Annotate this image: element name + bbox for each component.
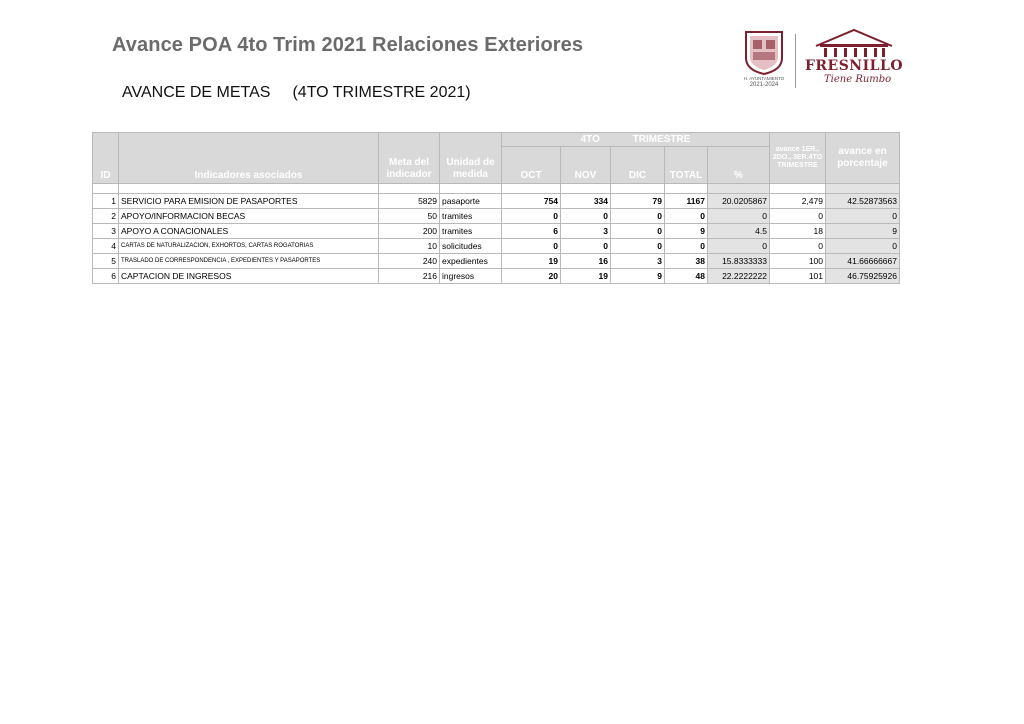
table-row [93,224,900,239]
table-row [93,254,900,269]
cell-nov: 3 [561,224,611,239]
brand-name: FRESNILLO [804,58,904,74]
cell-pct: 0 [708,239,770,254]
cell-total: 0 [665,239,708,254]
cell-total: 48 [665,269,708,284]
logo-divider [795,34,796,88]
cell-dic: 0 [611,224,665,239]
cell-dic: 0 [611,239,665,254]
col-header-unit: Unidad de medida [440,133,502,184]
cell-indicator: APOYO A CONACIONALES [119,224,379,239]
cell-nov: 16 [561,254,611,269]
cell-cumulative: 100 [770,254,826,269]
cell-indicator: CAPTACION DE INGRESOS [119,269,379,284]
cell-indicator: TRASLADO DE CORRESPONDENCIA , EXPEDIENTES Y PASAPORTES [119,254,379,269]
cell-oct: 6 [502,224,561,239]
col-header-progress: avance en porcentaje [826,133,900,184]
table-row [93,209,900,224]
cell-oct: 0 [502,239,561,254]
header-row-group [93,133,900,147]
cell-pct: 4.5 [708,224,770,239]
cell-total: 38 [665,254,708,269]
col-header-oct: OCT [502,147,561,184]
cell-total: 9 [665,224,708,239]
cell-nov: 19 [561,269,611,284]
cell-dic: 3 [611,254,665,269]
cell-nov: 0 [561,239,611,254]
table-row [93,239,900,254]
cell-progress: 0 [826,209,900,224]
cell-indicator: SERVICIO PARA EMISION DE PASAPORTES [119,194,379,209]
ayuntamiento-seal-logo [736,28,792,92]
col-header-nov: NOV [561,147,611,184]
building-icon [802,28,906,58]
cell-goal: 200 [379,224,440,239]
cell-cumulative: 18 [770,224,826,239]
col-header-indicator: Indicadores asociados [119,133,379,184]
cell-oct: 20 [502,269,561,284]
cell-dic: 9 [611,269,665,284]
col-header-cumulative: avance 1ER., 2DO., 3ER.4TO TRIMESTRE [770,133,826,184]
cell-unit: tramites [440,224,502,239]
cell-pct: 22.2222222 [708,269,770,284]
cell-unit: expedientes [440,254,502,269]
cell-indicator: APOYO/INFORMACION BECAS [119,209,379,224]
cell-pct: 0 [708,209,770,224]
cell-goal: 50 [379,209,440,224]
cell-oct: 754 [502,194,561,209]
cell-goal: 10 [379,239,440,254]
col-header-goal: Meta del indicador [379,133,440,184]
spacer-row [93,184,900,194]
cell-oct: 19 [502,254,561,269]
cell-cumulative: 0 [770,209,826,224]
cell-cumulative: 2,479 [770,194,826,209]
col-header-dic: DIC [611,147,665,184]
section-subtitle [122,84,471,102]
col-header-pct: % [708,147,770,184]
cell-id: 3 [93,224,119,239]
brand-slogan: Tiene Rumbo [824,74,892,85]
cell-dic: 79 [611,194,665,209]
cell-unit: tramites [440,209,502,224]
table-row [93,269,900,284]
cell-goal: 5829 [379,194,440,209]
cell-oct: 0 [502,209,561,224]
cell-progress: 42.52873563 [826,194,900,209]
col-group-4to-trimestre: 4TO TRIMESTRE [502,133,770,147]
col-header-id: ID [93,133,119,184]
table-body [93,194,900,284]
cell-total: 0 [665,209,708,224]
cell-id: 6 [93,269,119,284]
cell-unit: ingresos [440,269,502,284]
ayuntamiento-label: H. AYUNTAMIENTO [743,76,785,81]
cell-progress: 41.66666667 [826,254,900,269]
subtitle-right: (4TO TRIMESTRE 2021) [292,84,471,101]
cell-pct: 20.0205867 [708,194,770,209]
cell-total: 1167 [665,194,708,209]
cell-goal: 216 [379,269,440,284]
cell-id: 1 [93,194,119,209]
document-title: Avance POA 4to Trim 2021 Relaciones Exteriores [112,34,584,56]
cell-progress: 9 [826,224,900,239]
cell-unit: solicitudes [440,239,502,254]
cell-pct: 15.8333333 [708,254,770,269]
col-header-total: TOTAL [665,147,708,184]
cell-goal: 240 [379,254,440,269]
cell-nov: 0 [561,209,611,224]
cell-id: 5 [93,254,119,269]
table-row [93,194,900,209]
cell-cumulative: 101 [770,269,826,284]
ayuntamiento-years: 2021-2024 [749,82,779,88]
fresnillo-logo [802,28,906,92]
cell-progress: 0 [826,239,900,254]
cell-id: 4 [93,239,119,254]
cell-dic: 0 [611,209,665,224]
subtitle-left: AVANCE DE METAS [122,84,271,101]
cell-id: 2 [93,209,119,224]
cell-unit: pasaporte [440,194,502,209]
cell-progress: 46.75925926 [826,269,900,284]
cell-nov: 334 [561,194,611,209]
seal-icon [736,28,792,76]
cell-cumulative: 0 [770,239,826,254]
goals-table [92,132,900,284]
cell-indicator: CARTAS DE NATURALIZACION, EXHORTOS, CARTAS ROGATORIAS [119,239,379,254]
